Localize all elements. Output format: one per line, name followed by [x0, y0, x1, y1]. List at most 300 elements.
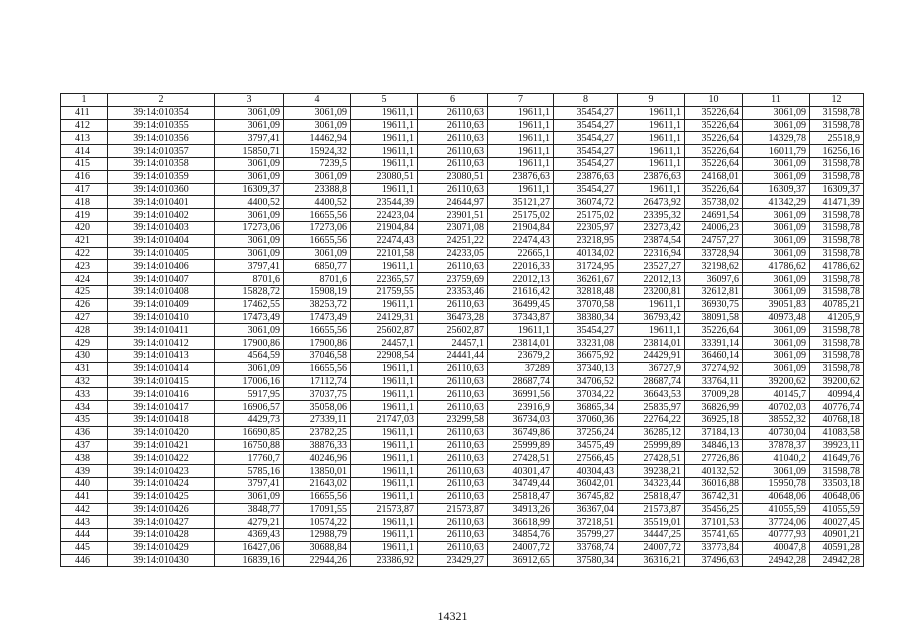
- value-cell: 33728,94: [685, 247, 743, 260]
- value-cell: 4369,43: [215, 529, 284, 542]
- value-cell: 16750,88: [215, 439, 284, 452]
- value-cell: 17273,06: [215, 221, 284, 234]
- value-cell: 23527,27: [618, 260, 685, 273]
- row-number-cell: 416: [61, 170, 108, 183]
- value-cell: 40702,03: [743, 401, 810, 414]
- value-cell: 34575,49: [554, 439, 618, 452]
- value-cell: 19611,1: [351, 401, 418, 414]
- value-cell: 36745,82: [554, 490, 618, 503]
- value-cell: 39200,62: [810, 375, 864, 388]
- value-cell: 41205,9: [810, 311, 864, 324]
- row-number-cell: 431: [61, 362, 108, 375]
- value-cell: 19611,1: [351, 426, 418, 439]
- row-number-cell: 441: [61, 490, 108, 503]
- value-cell: 35519,01: [618, 516, 685, 529]
- value-cell: 3061,09: [743, 106, 810, 119]
- value-cell: 21573,87: [418, 503, 488, 516]
- value-cell: 26110,63: [418, 260, 488, 273]
- value-cell: 26110,63: [418, 119, 488, 132]
- value-cell: 26110,63: [418, 516, 488, 529]
- value-cell: 25835,97: [618, 401, 685, 414]
- value-cell: 26110,63: [418, 375, 488, 388]
- value-cell: 38552,32: [743, 413, 810, 426]
- value-cell: 4400,52: [215, 196, 284, 209]
- value-cell: 35799,27: [554, 529, 618, 542]
- cadastral-number-cell: 39:14:010423: [108, 465, 215, 478]
- value-cell: 3061,09: [215, 157, 284, 170]
- value-cell: 25999,89: [618, 439, 685, 452]
- row-number-cell: 432: [61, 375, 108, 388]
- value-cell: 3061,09: [743, 273, 810, 286]
- value-cell: 30688,84: [284, 541, 351, 554]
- value-cell: 16655,56: [284, 490, 351, 503]
- value-cell: 37046,58: [284, 349, 351, 362]
- table-row: [61, 106, 864, 119]
- value-cell: 27566,45: [554, 452, 618, 465]
- column-header: 1: [61, 94, 108, 107]
- value-cell: 36367,04: [554, 503, 618, 516]
- value-cell: 37496,63: [685, 554, 743, 567]
- table-row: [61, 426, 864, 439]
- data-table: [60, 93, 864, 567]
- value-cell: 37218,51: [554, 516, 618, 529]
- column-header: 9: [618, 94, 685, 107]
- cadastral-number-cell: 39:14:010429: [108, 541, 215, 554]
- value-cell: 22101,58: [351, 247, 418, 260]
- value-cell: 38091,58: [685, 311, 743, 324]
- value-cell: 15924,32: [284, 145, 351, 158]
- value-cell: 31598,78: [810, 221, 864, 234]
- value-cell: 36734,03: [488, 413, 554, 426]
- table-row: [61, 247, 864, 260]
- value-cell: 22474,43: [488, 234, 554, 247]
- cadastral-number-cell: 39:14:010355: [108, 119, 215, 132]
- value-cell: 36991,56: [488, 388, 554, 401]
- value-cell: 3797,41: [215, 260, 284, 273]
- value-cell: 3061,09: [284, 247, 351, 260]
- value-cell: 17091,55: [284, 503, 351, 516]
- value-cell: 40768,18: [810, 413, 864, 426]
- value-cell: 36742,31: [685, 490, 743, 503]
- row-number-cell: 422: [61, 247, 108, 260]
- value-cell: 19611,1: [351, 375, 418, 388]
- value-cell: 3061,09: [743, 234, 810, 247]
- table-row: [61, 541, 864, 554]
- value-cell: 33503,18: [810, 477, 864, 490]
- value-cell: 31598,78: [810, 247, 864, 260]
- value-cell: 35738,02: [685, 196, 743, 209]
- value-cell: 19611,1: [618, 106, 685, 119]
- cadastral-number-cell: 39:14:010412: [108, 337, 215, 350]
- value-cell: 35226,64: [685, 119, 743, 132]
- value-cell: 3797,41: [215, 477, 284, 490]
- value-cell: 37037,75: [284, 388, 351, 401]
- column-header: 7: [488, 94, 554, 107]
- value-cell: 23874,54: [618, 234, 685, 247]
- cadastral-number-cell: 39:14:010358: [108, 157, 215, 170]
- value-cell: 34706,52: [554, 375, 618, 388]
- row-number-cell: 438: [61, 452, 108, 465]
- value-cell: 21904,84: [488, 221, 554, 234]
- value-cell: 32198,62: [685, 260, 743, 273]
- value-cell: 3061,09: [743, 209, 810, 222]
- value-cell: 4400,52: [284, 196, 351, 209]
- cadastral-number-cell: 39:14:010421: [108, 439, 215, 452]
- value-cell: 40777,93: [743, 529, 810, 542]
- value-cell: 23071,08: [418, 221, 488, 234]
- row-number-cell: 427: [61, 311, 108, 324]
- value-cell: 34323,44: [618, 477, 685, 490]
- value-cell: 36285,12: [618, 426, 685, 439]
- value-cell: 35226,64: [685, 106, 743, 119]
- value-cell: 17900,86: [284, 337, 351, 350]
- value-cell: 31598,78: [810, 234, 864, 247]
- value-cell: 25175,02: [488, 209, 554, 222]
- value-cell: 16309,37: [215, 183, 284, 196]
- value-cell: 19611,1: [351, 145, 418, 158]
- value-cell: 19611,1: [618, 157, 685, 170]
- table-row: [61, 170, 864, 183]
- value-cell: 19611,1: [351, 119, 418, 132]
- value-cell: 3061,09: [215, 234, 284, 247]
- value-cell: 35454,27: [554, 145, 618, 158]
- row-number-cell: 413: [61, 132, 108, 145]
- value-cell: 25175,02: [554, 209, 618, 222]
- value-cell: 40132,52: [685, 465, 743, 478]
- value-cell: 26110,63: [418, 132, 488, 145]
- table-row: [61, 337, 864, 350]
- value-cell: 24007,72: [618, 541, 685, 554]
- row-number-cell: 419: [61, 209, 108, 222]
- value-cell: 35454,27: [554, 157, 618, 170]
- row-number-cell: 414: [61, 145, 108, 158]
- value-cell: 10574,22: [284, 516, 351, 529]
- value-cell: 22365,57: [351, 273, 418, 286]
- value-cell: 3061,09: [215, 106, 284, 119]
- value-cell: 36016,88: [685, 477, 743, 490]
- value-cell: 24691,54: [685, 209, 743, 222]
- value-cell: 36316,21: [618, 554, 685, 567]
- cadastral-number-cell: 39:14:010428: [108, 529, 215, 542]
- table-row: [61, 119, 864, 132]
- value-cell: 19611,1: [351, 439, 418, 452]
- value-cell: 40973,48: [743, 311, 810, 324]
- table-row: [61, 145, 864, 158]
- value-cell: 24129,31: [351, 311, 418, 324]
- value-cell: 33391,14: [685, 337, 743, 350]
- cadastral-number-cell: 39:14:010357: [108, 145, 215, 158]
- value-cell: 23429,27: [418, 554, 488, 567]
- column-header: 2: [108, 94, 215, 107]
- value-cell: 15828,72: [215, 285, 284, 298]
- value-cell: 26110,63: [418, 106, 488, 119]
- value-cell: 36793,42: [618, 311, 685, 324]
- value-cell: 40648,06: [743, 490, 810, 503]
- value-cell: 31598,78: [810, 324, 864, 337]
- value-cell: 25818,47: [618, 490, 685, 503]
- value-cell: 26110,63: [418, 465, 488, 478]
- column-header: 11: [743, 94, 810, 107]
- cadastral-number-cell: 39:14:010425: [108, 490, 215, 503]
- value-cell: 23388,8: [284, 183, 351, 196]
- value-cell: 23876,63: [618, 170, 685, 183]
- value-cell: 19611,1: [351, 388, 418, 401]
- row-number-cell: 435: [61, 413, 108, 426]
- value-cell: 37009,28: [685, 388, 743, 401]
- cadastral-number-cell: 39:14:010354: [108, 106, 215, 119]
- value-cell: 40785,21: [810, 298, 864, 311]
- cadastral-number-cell: 39:14:010411: [108, 324, 215, 337]
- table-row: [61, 465, 864, 478]
- value-cell: 40301,47: [488, 465, 554, 478]
- value-cell: 37343,87: [488, 311, 554, 324]
- value-cell: 15950,78: [743, 477, 810, 490]
- value-cell: 17900,86: [215, 337, 284, 350]
- value-cell: 21573,87: [618, 503, 685, 516]
- value-cell: 35454,27: [554, 324, 618, 337]
- value-cell: 40994,4: [810, 388, 864, 401]
- table-row: [61, 375, 864, 388]
- value-cell: 37101,53: [685, 516, 743, 529]
- value-cell: 26110,63: [418, 362, 488, 375]
- value-cell: 35454,27: [554, 183, 618, 196]
- row-number-cell: 433: [61, 388, 108, 401]
- row-number-cell: 423: [61, 260, 108, 273]
- value-cell: 26110,63: [418, 298, 488, 311]
- value-cell: 16906,57: [215, 401, 284, 414]
- value-cell: 35226,64: [685, 183, 743, 196]
- value-cell: 37070,58: [554, 298, 618, 311]
- value-cell: 5917,95: [215, 388, 284, 401]
- table-row: [61, 209, 864, 222]
- value-cell: 22305,97: [554, 221, 618, 234]
- value-cell: 23395,32: [618, 209, 685, 222]
- value-cell: 26110,63: [418, 388, 488, 401]
- value-cell: 31598,78: [810, 285, 864, 298]
- value-cell: 3061,09: [743, 170, 810, 183]
- cadastral-number-cell: 39:14:010403: [108, 221, 215, 234]
- column-header: 10: [685, 94, 743, 107]
- value-cell: 22474,43: [351, 234, 418, 247]
- value-cell: 7239,5: [284, 157, 351, 170]
- value-cell: 25518,9: [810, 132, 864, 145]
- value-cell: 34913,26: [488, 503, 554, 516]
- value-cell: 23273,42: [618, 221, 685, 234]
- value-cell: 31598,78: [810, 209, 864, 222]
- value-cell: 26110,63: [418, 490, 488, 503]
- value-cell: 40648,06: [810, 490, 864, 503]
- value-cell: 23876,63: [488, 170, 554, 183]
- value-cell: 25602,87: [351, 324, 418, 337]
- value-cell: 40134,02: [554, 247, 618, 260]
- row-number-cell: 429: [61, 337, 108, 350]
- value-cell: 40246,96: [284, 452, 351, 465]
- value-cell: 23299,58: [418, 413, 488, 426]
- value-cell: 35058,06: [284, 401, 351, 414]
- value-cell: 3797,41: [215, 132, 284, 145]
- value-cell: 3061,09: [215, 324, 284, 337]
- value-cell: 26110,63: [418, 145, 488, 158]
- value-cell: 16309,37: [743, 183, 810, 196]
- value-cell: 17473,49: [284, 311, 351, 324]
- value-cell: 36912,65: [488, 554, 554, 567]
- table-row: [61, 196, 864, 209]
- value-cell: 21904,84: [351, 221, 418, 234]
- value-cell: 34846,13: [685, 439, 743, 452]
- cadastral-number-cell: 39:14:010417: [108, 401, 215, 414]
- value-cell: 8701,6: [284, 273, 351, 286]
- row-number-cell: 426: [61, 298, 108, 311]
- value-cell: 40304,43: [554, 465, 618, 478]
- value-cell: 38876,33: [284, 439, 351, 452]
- cadastral-number-cell: 39:14:010408: [108, 285, 215, 298]
- value-cell: 41055,59: [743, 503, 810, 516]
- table-header-row: [61, 94, 864, 107]
- value-cell: 19611,1: [488, 119, 554, 132]
- value-cell: 36865,34: [554, 401, 618, 414]
- value-cell: 13850,01: [284, 465, 351, 478]
- value-cell: 17473,49: [215, 311, 284, 324]
- table-row: [61, 311, 864, 324]
- value-cell: 6850,77: [284, 260, 351, 273]
- value-cell: 26110,63: [418, 426, 488, 439]
- value-cell: 33764,11: [685, 375, 743, 388]
- value-cell: 35741,65: [685, 529, 743, 542]
- value-cell: 19611,1: [488, 106, 554, 119]
- value-cell: 23679,2: [488, 349, 554, 362]
- row-number-cell: 439: [61, 465, 108, 478]
- value-cell: 33231,08: [554, 337, 618, 350]
- value-cell: 19611,1: [351, 465, 418, 478]
- value-cell: 36618,99: [488, 516, 554, 529]
- value-cell: 17006,16: [215, 375, 284, 388]
- value-cell: 40027,45: [810, 516, 864, 529]
- value-cell: 3061,09: [215, 247, 284, 260]
- value-cell: 35226,64: [685, 132, 743, 145]
- row-number-cell: 444: [61, 529, 108, 542]
- value-cell: 31598,78: [810, 106, 864, 119]
- value-cell: 24007,72: [488, 541, 554, 554]
- value-cell: 19611,1: [488, 145, 554, 158]
- value-cell: 25999,89: [488, 439, 554, 452]
- value-cell: 3061,09: [743, 465, 810, 478]
- cadastral-number-cell: 39:14:010405: [108, 247, 215, 260]
- table-body: [61, 94, 864, 567]
- cadastral-number-cell: 39:14:010409: [108, 298, 215, 311]
- row-number-cell: 417: [61, 183, 108, 196]
- row-number-cell: 424: [61, 273, 108, 286]
- value-cell: 4564,59: [215, 349, 284, 362]
- cadastral-number-cell: 39:14:010356: [108, 132, 215, 145]
- value-cell: 27726,86: [685, 452, 743, 465]
- table-row: [61, 439, 864, 452]
- value-cell: 22316,94: [618, 247, 685, 260]
- cadastral-number-cell: 39:14:010418: [108, 413, 215, 426]
- value-cell: 26473,92: [618, 196, 685, 209]
- value-cell: 37878,37: [743, 439, 810, 452]
- table-row: [61, 157, 864, 170]
- value-cell: 26110,63: [418, 439, 488, 452]
- value-cell: 23901,51: [418, 209, 488, 222]
- cadastral-number-cell: 39:14:010359: [108, 170, 215, 183]
- value-cell: 19611,1: [351, 490, 418, 503]
- value-cell: 37724,06: [743, 516, 810, 529]
- value-cell: 37256,24: [554, 426, 618, 439]
- value-cell: 19611,1: [351, 529, 418, 542]
- value-cell: 26110,63: [418, 183, 488, 196]
- value-cell: 3061,09: [215, 170, 284, 183]
- value-cell: 12988,79: [284, 529, 351, 542]
- value-cell: 37184,13: [685, 426, 743, 439]
- value-cell: 35454,27: [554, 132, 618, 145]
- cadastral-number-cell: 39:14:010414: [108, 362, 215, 375]
- row-number-cell: 420: [61, 221, 108, 234]
- value-cell: 14462,94: [284, 132, 351, 145]
- page-number: 14321: [437, 609, 468, 623]
- value-cell: 19611,1: [488, 324, 554, 337]
- value-cell: 21747,03: [351, 413, 418, 426]
- value-cell: 23916,9: [488, 401, 554, 414]
- value-cell: 36460,14: [685, 349, 743, 362]
- cadastral-number-cell: 39:14:010427: [108, 516, 215, 529]
- value-cell: 4279,21: [215, 516, 284, 529]
- value-cell: 31598,78: [810, 337, 864, 350]
- value-cell: 16655,56: [284, 362, 351, 375]
- cadastral-number-cell: 39:14:010422: [108, 452, 215, 465]
- value-cell: 21616,42: [488, 285, 554, 298]
- value-cell: 33773,84: [685, 541, 743, 554]
- value-cell: 22944,26: [284, 554, 351, 567]
- value-cell: 3061,09: [743, 119, 810, 132]
- value-cell: 19611,1: [351, 298, 418, 311]
- value-cell: 23080,51: [351, 170, 418, 183]
- value-cell: 23218,95: [554, 234, 618, 247]
- value-cell: 26110,63: [418, 477, 488, 490]
- value-cell: 37340,13: [554, 362, 618, 375]
- value-cell: 37289: [488, 362, 554, 375]
- value-cell: 16309,37: [810, 183, 864, 196]
- value-cell: 3061,09: [743, 362, 810, 375]
- cadastral-number-cell: 39:14:010410: [108, 311, 215, 324]
- table-row: [61, 503, 864, 516]
- value-cell: 23814,01: [618, 337, 685, 350]
- value-cell: 37580,34: [554, 554, 618, 567]
- value-cell: 17273,06: [284, 221, 351, 234]
- value-cell: 36675,92: [554, 349, 618, 362]
- value-cell: 3061,09: [215, 209, 284, 222]
- row-number-cell: 436: [61, 426, 108, 439]
- value-cell: 16690,85: [215, 426, 284, 439]
- value-cell: 38380,34: [554, 311, 618, 324]
- value-cell: 19611,1: [488, 183, 554, 196]
- table-row: [61, 362, 864, 375]
- value-cell: 19611,1: [488, 157, 554, 170]
- value-cell: 26110,63: [418, 541, 488, 554]
- value-cell: 22665,1: [488, 247, 554, 260]
- value-cell: 39051,83: [743, 298, 810, 311]
- value-cell: 24233,05: [418, 247, 488, 260]
- value-cell: 8701,6: [215, 273, 284, 286]
- value-cell: 28687,74: [488, 375, 554, 388]
- value-cell: 19611,1: [618, 145, 685, 158]
- value-cell: 19611,1: [618, 119, 685, 132]
- column-header: 3: [215, 94, 284, 107]
- value-cell: 27428,51: [488, 452, 554, 465]
- value-cell: 32818,48: [554, 285, 618, 298]
- value-cell: 35226,64: [685, 157, 743, 170]
- table-row: [61, 324, 864, 337]
- value-cell: 3061,09: [284, 119, 351, 132]
